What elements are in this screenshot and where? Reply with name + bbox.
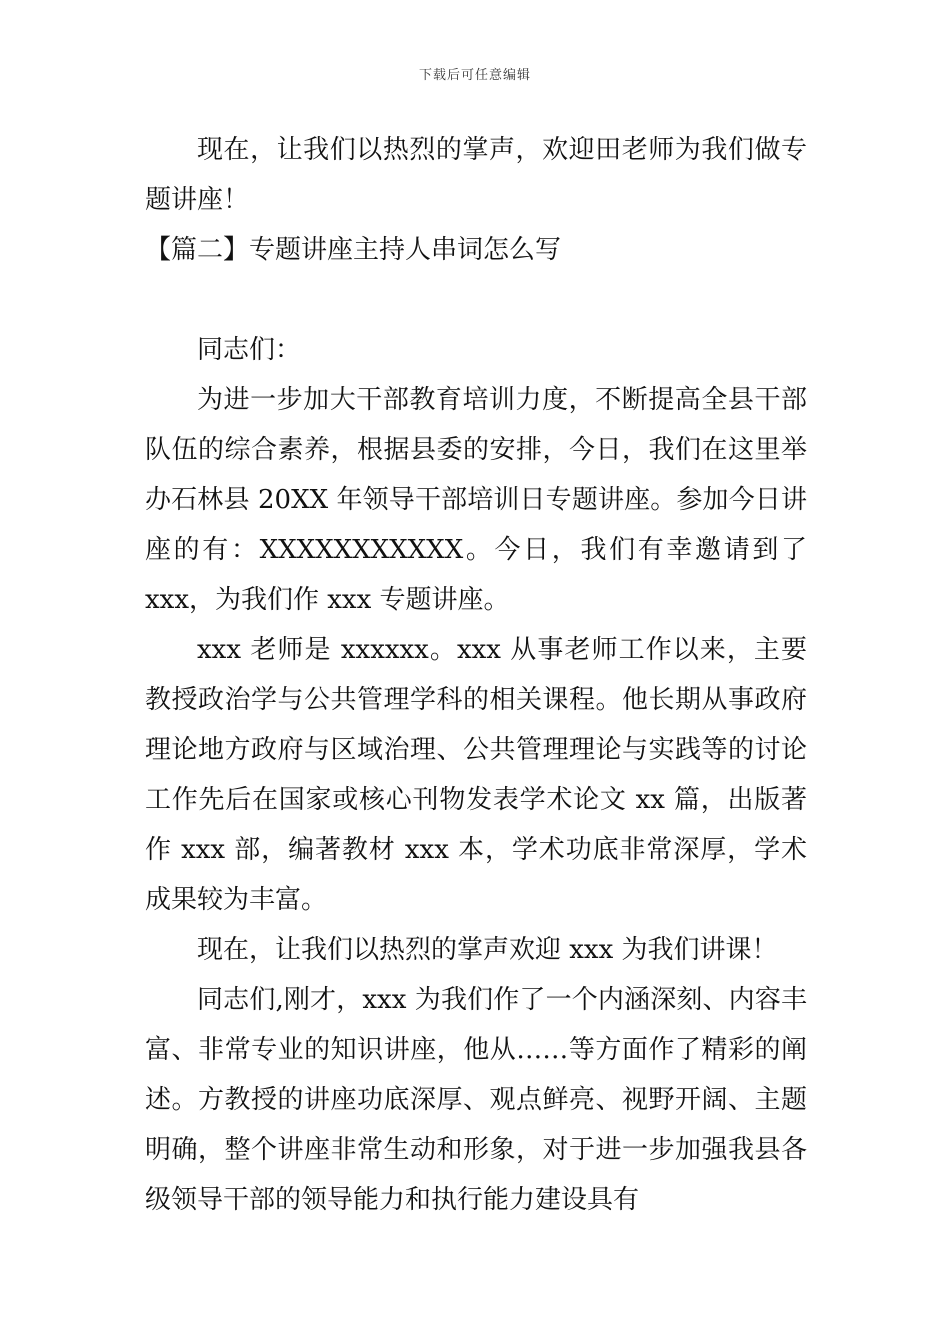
section-title: 【篇二】专题讲座主持人串词怎么写 bbox=[145, 235, 562, 265]
document-body bbox=[145, 125, 807, 1225]
paragraph-introduction: 为进一步加大干部教育培训力度，不断提高全县干部队伍的综合素养，根据县委的安排，今日，我们在这里举办石林县 20XX 年领导干部培训日专题讲座。参加今日讲座的有：XXXXXXXXXXX。今日，我们有幸邀请到了 xxx，为我们作 xxx 专题讲座。 bbox=[145, 385, 807, 615]
paragraph-speaker-bio: xxx 老师是 xxxxxx。xxx 从事老师工作以来，主要教授政治学与公共管理学科的相关课程。他长期从事政府理论地方政府与区域治理、公共管理理论与实践等的讨论工作先后在国家或核心刊物发表学术论文 xx 篇，出版著作 xxx 部，编著教材 xxx 本，学术功底非常深厚，学术成果较为丰富。 bbox=[145, 635, 807, 915]
blank-line bbox=[145, 275, 807, 325]
paragraph-welcome-tian: 现在，让我们以热烈的掌声，欢迎田老师为我们做专题讲座！ bbox=[145, 135, 807, 215]
paragraph-summary: 同志们,刚才，xxx 为我们作了一个内涵深刻、内容丰富、非常专业的知识讲座，他从……等方面作了精彩的阐述。方教授的讲座功底深厚、观点鲜亮、视野开阔、主题明确，整个讲座非常生动和形象，对于进一步加强我县各级领导干部的领导能力和执行能力建设具有 bbox=[145, 985, 807, 1215]
paragraph-greeting: 同志们： bbox=[197, 335, 302, 365]
paragraph-welcome-speaker: 现在，让我们以热烈的掌声欢迎 xxx 为我们讲课！ bbox=[197, 935, 778, 965]
page-header-note: 下载后可任意编辑 bbox=[418, 68, 531, 83]
